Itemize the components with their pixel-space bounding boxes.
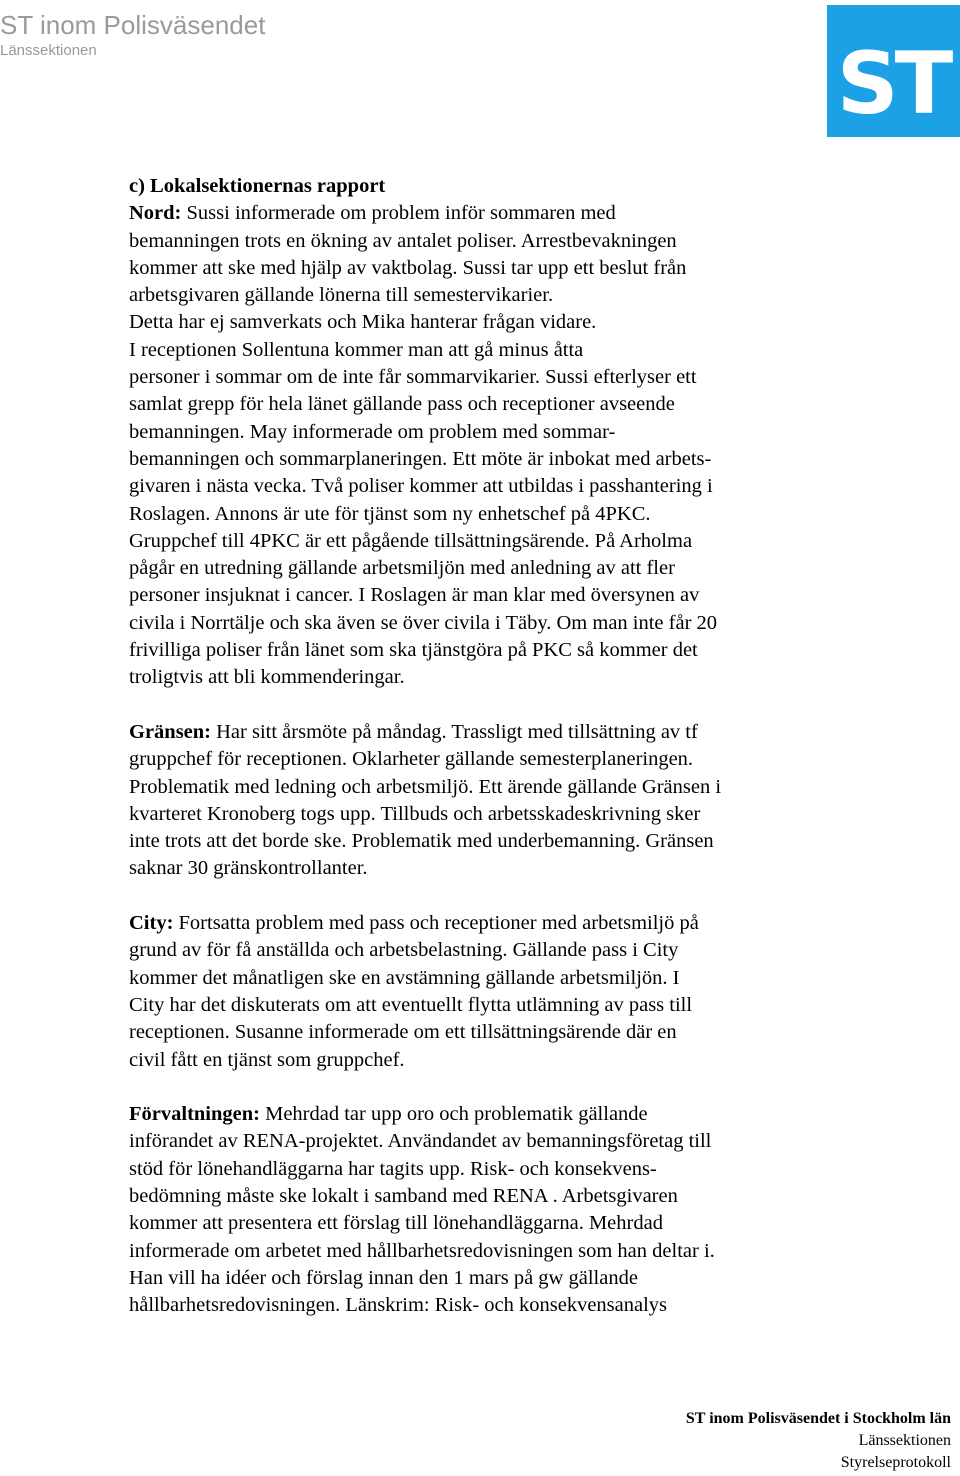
section-label: Förvaltningen: [129, 1103, 260, 1126]
section-text: Fortsatta problem med pass och receptioner med arbetsmiljö på [173, 912, 699, 935]
report-line: saknar 30 gränskontrollanter. [129, 857, 368, 880]
section-text: Mehrdad tar upp oro och problematik gällande [259, 1103, 648, 1126]
report-line: Detta har ej samverkats och Mika hanterar frågan vidare. [129, 311, 597, 334]
report-line: kommer det månatligen ske en avstämning gällande arbetsmiljön. I [129, 966, 680, 989]
report-line: troligtvis att bli kommenderingar. [129, 666, 405, 689]
section-label: Nord: [129, 202, 182, 225]
report-line: grund av för få anställda och arbetsbelastning. Gällande pass i City [129, 939, 679, 962]
report-line: givaren i nästa vecka. Två poliser kommer att utbildas i passhantering i [129, 475, 713, 498]
report-line: stöd för lönehandläggarna har tagits upp. Risk- och konsekvens- [129, 1157, 657, 1180]
report-section [129, 719, 829, 883]
report-line: inte trots att det borde ske. Problematik med underbemanning. Gränsen [129, 830, 714, 853]
report-line: receptionen. Susanne informerade om ett tillsättningsärende där en [129, 1021, 677, 1044]
report-body [129, 173, 829, 1347]
report-line: kvarteret Kronoberg togs upp. Tillbuds och arbetsskadeskrivning sker [129, 802, 701, 825]
report-line: samlat grepp för hela länet gällande pass och receptioner avseende [129, 393, 675, 416]
report-line: City har det diskuterats om att eventuellt flytta utlämning av pass till [129, 993, 693, 1016]
report-line: kommer att presentera ett förslag till lönehandläggarna. Mehrdad [129, 1212, 663, 1235]
st-logo-text: ST [836, 34, 950, 134]
header-title: ST inom Polisväsendet [0, 10, 266, 40]
report-line [129, 910, 829, 937]
st-logo [827, 5, 960, 137]
report-line: bemanningen trots en ökning av antalet poliser. Arrestbevakningen [129, 229, 677, 252]
report-section [129, 1101, 829, 1319]
report-line: införandet av RENA-projektet. Användandet av bemanningsföretag till [129, 1130, 712, 1153]
page-footer [686, 1408, 951, 1474]
section-label: City: [129, 912, 174, 935]
report-line: frivilliga poliser från länet som ska tjänstgöra på PKC så kommer det [129, 639, 698, 662]
report-line [129, 200, 829, 227]
report-line: I receptionen Sollentuna kommer man att gå minus åtta [129, 338, 584, 361]
report-section [129, 200, 829, 691]
report-line: bemanningen. May informerade om problem med sommar- [129, 420, 616, 443]
report-line: Problematik med ledning och arbetsmiljö. Ett ärende gällande Gränsen i [129, 775, 722, 798]
footer-organization: ST inom Polisväsendet i Stockholm län [685, 1410, 951, 1427]
report-line: hållbarhetsredovisningen. Länskrim: Risk- och konsekvensanalys [129, 1294, 668, 1317]
report-line: informerade om arbetet med hållbarhetsredovisningen som han deltar i. [129, 1239, 715, 1262]
report-line: civila i Norrtälje och ska även se över civila i Täby. Om man inte får 20 [129, 611, 718, 634]
section-text: Har sitt årsmöte på måndag. Trassligt med tillsättning av tf [211, 720, 698, 743]
section-label: Gränsen: [129, 720, 211, 743]
report-line: bemanningen och sommarplaneringen. Ett möte är inbokat med arbets- [129, 447, 712, 470]
report-line: personer insjuknat i cancer. I Roslagen är man klar med översynen av [129, 584, 700, 607]
report-line: arbetsgivaren gällande lönerna till semestervikarier. [129, 284, 554, 307]
report-line: personer i sommar om de inte får sommarvikarier. Sussi efterlyser ett [129, 366, 697, 389]
section-text: Sussi informerade om problem inför sommaren med [181, 202, 616, 225]
report-line: Han vill ha idéer och förslag innan den 1 mars på gw gällande [129, 1266, 638, 1289]
report-heading: c) Lokalsektionernas rapport [129, 175, 386, 197]
report-line: gruppchef för receptionen. Oklarheter gällande semesterplaneringen. [129, 748, 694, 771]
report-line: Gruppchef till 4PKC är ett pågående tillsättningsärende. På Arholma [129, 529, 693, 552]
report-line: bedömning måste ske lokalt i samband med RENA . Arbetsgivaren [129, 1184, 678, 1207]
report-section [129, 910, 829, 1074]
report-line [129, 719, 829, 746]
report-line: pågår en utredning gällande arbetsmiljön med anledning av att fler [129, 557, 675, 580]
report-line [129, 1101, 829, 1128]
header-subtitle: Länssektionen [0, 42, 97, 59]
report-line: civil fått en tjänst som gruppchef. [129, 1048, 405, 1071]
report-line: Roslagen. Annons är ute för tjänst som ny enhetschef på 4PKC. [129, 502, 651, 525]
footer-document-type: Styrelseprotokoll [840, 1454, 951, 1471]
footer-section: Länssektionen [858, 1432, 951, 1449]
report-line: kommer att ske med hjälp av vaktbolag. Sussi tar upp ett beslut från [129, 256, 687, 279]
